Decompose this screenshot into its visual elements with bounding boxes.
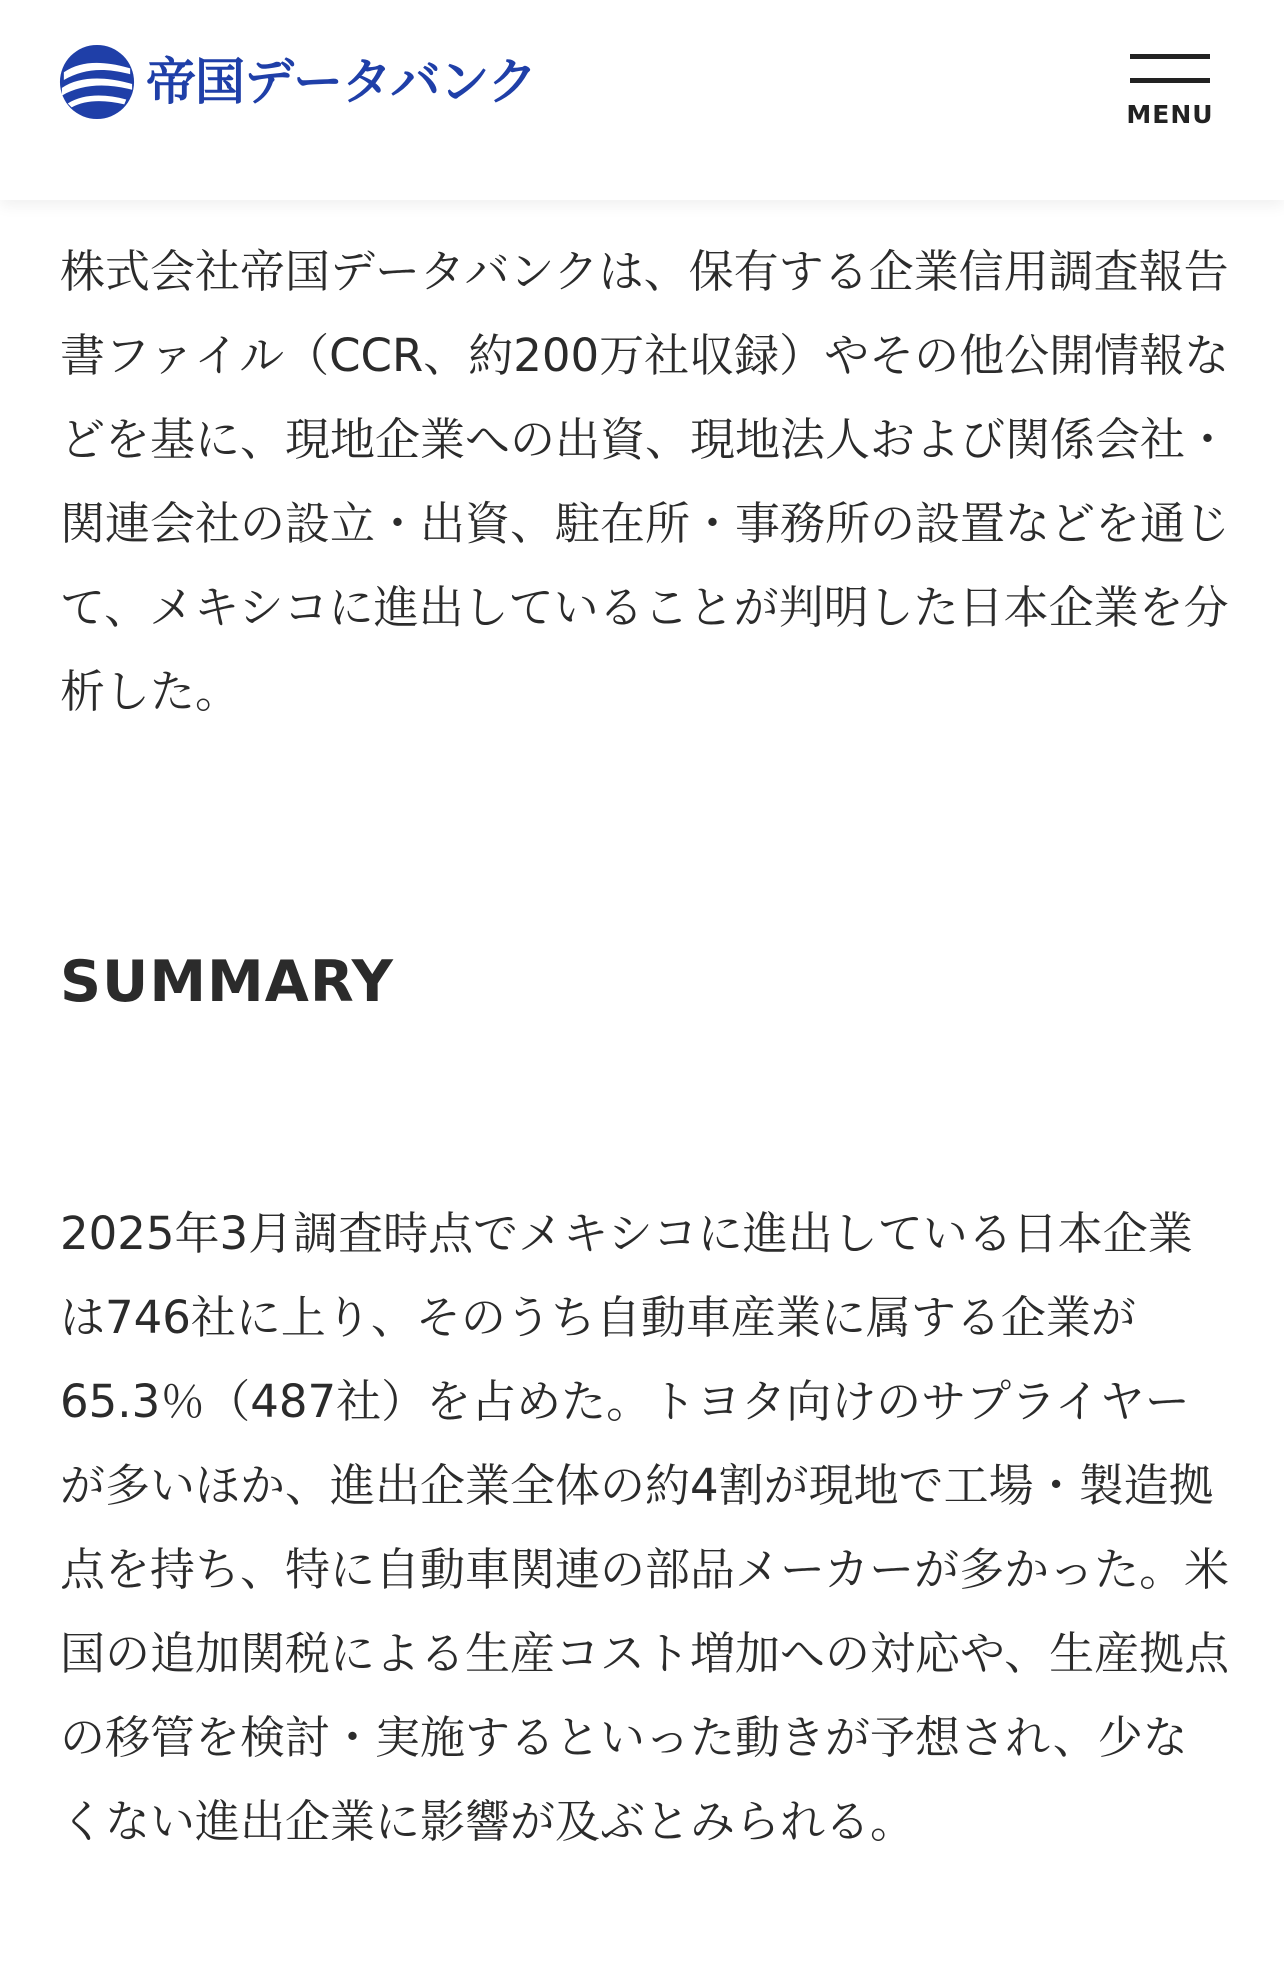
site-logo[interactable]	[58, 44, 537, 120]
site-header	[0, 0, 1284, 200]
menu-label: MENU	[1126, 100, 1214, 129]
hamburger-line-top	[1130, 54, 1210, 59]
globe-wave-logo-icon	[58, 43, 136, 121]
summary-heading: SUMMARY	[60, 949, 394, 1015]
summary-paragraph: 2025年3月調査時点でメキシコに進出している日本企業は746社に上り、そのうち自動車産業に属する企業が65.3％（487社）を占めた。トヨタ向けのサプライヤーが多いほか、進出企業全体の約4割が現地で工場・製造拠点を持ち、特に自動車関連の部品メーカーが多かった。米国の追加関税による生産コスト増加への対応や、生産拠点の移管を検討・実施するといった動きが予想され、少なくない進出企業に影響が及ぶとみられる。	[60, 1207, 1230, 1848]
logo-text: 帝国データバンク	[146, 53, 537, 111]
hamburger-line-bottom	[1130, 78, 1210, 83]
hamburger-icon	[1130, 48, 1210, 84]
menu-button[interactable]	[1120, 44, 1220, 134]
article-content	[60, 230, 1230, 1864]
intro-paragraph: 株式会社帝国データバンクは、保有する企業信用調査報告書ファイル（CCR、約200万社収録）やその他公開情報などを基に、現地企業への出資、現地法人および関係会社・関連会社の設立・出資、駐在所・事務所の設置などを通じて、メキシコに進出していることが判明した日本企業を分析した。	[60, 245, 1231, 718]
